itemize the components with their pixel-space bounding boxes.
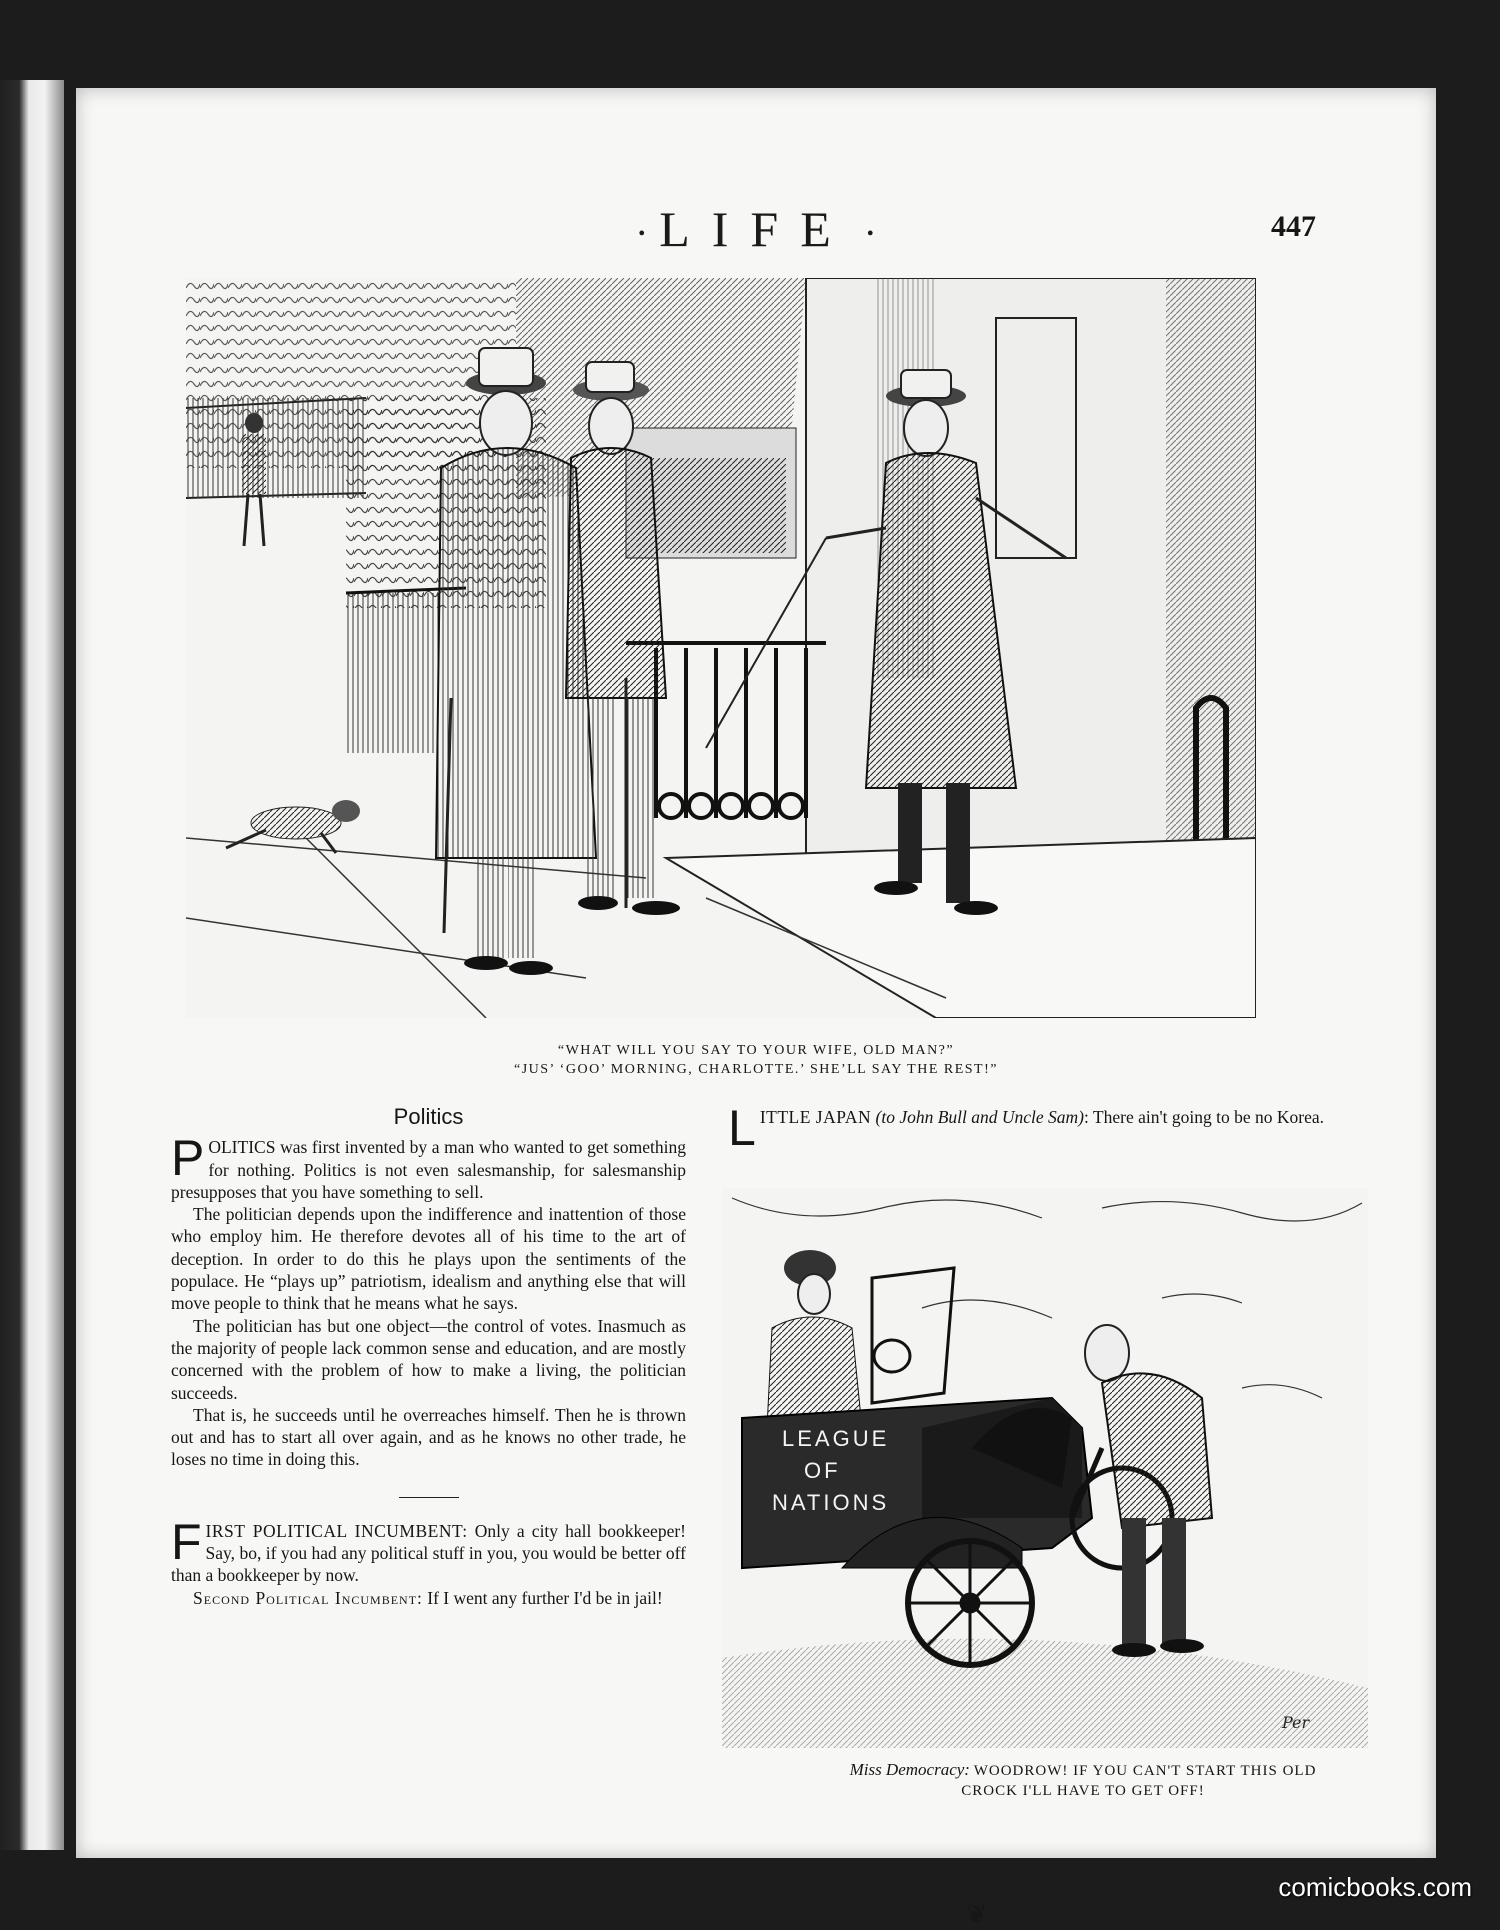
politics-dropcap: P (171, 1130, 205, 1187)
car-caption-line-1 (798, 1760, 1368, 1781)
first-incumbent-line (171, 1513, 686, 1587)
politics-paragraph-1-text: OLITICS was first invented by a man who wanted to get something for nothing. Politics is not even salesmanship, for salesmanship presupposes that you have something to sell. (171, 1137, 686, 1202)
incumbent-dropcap: F (171, 1513, 202, 1570)
car-label-line-2: OF (804, 1458, 841, 1483)
second-incumbent-text: If I went any further I'd be in jail! (427, 1587, 663, 1608)
masthead-dot-left: • (638, 223, 646, 246)
politics-paragraph-4: That is, he succeeds until he overreaches himself. Then he is thrown out and has to start all over again, and as he knows no other trade, he loses no time in doing this. (171, 1404, 686, 1470)
second-incumbent-speaker: Second Political Incumbent: (193, 1587, 423, 1608)
masthead (76, 200, 1436, 258)
car-caption-text-1: WOODROW! IF YOU CAN'T START THIS OLD (973, 1763, 1317, 1779)
politics-heading: Politics (393, 1104, 464, 1129)
car-caption-speaker: Miss Democracy: (849, 1760, 970, 1779)
politics-paragraph-3: The politician has but one object—the control of votes. Inasmuch as the majority of people lack common sense and education, and are mostly concerned with the problem of how to make a living, the politician succeeds. (171, 1315, 686, 1403)
street-scene-drawing (186, 278, 1256, 1018)
street-scene-illustration (186, 278, 1256, 1018)
top-caption-line-1: “WHAT WILL YOU SAY TO YOUR WIFE, OLD MAN?” (557, 1043, 955, 1058)
car-front-wheel (908, 1541, 1032, 1665)
politics-paragraph-1 (171, 1130, 686, 1203)
little-japan-speaker: ITTLE JAPAN (759, 1107, 872, 1127)
first-incumbent-text: Only a city hall bookkeeper! Say, bo, if you had any political stuff in you, you would be better off than a bookkeeper by now. (171, 1520, 686, 1586)
top-cartoon-caption (76, 1041, 1436, 1079)
svg-text:Per: Per (1282, 1713, 1310, 1732)
little-japan-block (728, 1100, 1328, 1156)
little-japan-stage-direction: (to John Bull and Uncle Sam) (875, 1107, 1084, 1127)
left-column (171, 1106, 686, 1609)
car-label-line-3: NATIONS (772, 1490, 890, 1515)
car-drawing (722, 1188, 1368, 1748)
scan-binding-edge (0, 80, 64, 1850)
page-footer-mark: ❦ (966, 1900, 988, 1929)
little-japan-dropcap: L (728, 1100, 756, 1156)
masthead-dot-right: • (866, 223, 874, 246)
page-number: 447 (1271, 210, 1316, 243)
top-caption-line-2: “JUS’ ‘GOO’ MORNING, CHARLOTTE.’ SHE’LL SAY THE REST!” (514, 1062, 998, 1077)
car-cartoon-caption (798, 1760, 1368, 1801)
first-incumbent-speaker: IRST POLITICAL INCUMBENT: (205, 1520, 468, 1541)
car-caption-line-2: CROCK I'LL HAVE TO GET OFF! (961, 1783, 1205, 1799)
second-incumbent-line (171, 1587, 686, 1609)
masthead-title: LIFE (659, 201, 853, 257)
politics-paragraph-2: The politician depends upon the indifference and inattention of those who employ him. He therefore devotes all of his time to the art of deception. In order to do this he plays upon the sentiments of the populace. He “plays up” patriotism, idealism and anything else that will move people to think that he means what he says. (171, 1204, 686, 1314)
little-japan-line (728, 1100, 1328, 1156)
league-of-nations-car-illustration (722, 1188, 1368, 1748)
car-label-line-1: LEAGUE (782, 1426, 890, 1451)
site-watermark: comicbooks.com (1278, 1872, 1472, 1902)
section-divider (399, 1497, 459, 1498)
little-japan-text: : There ain't going to be no Korea. (1084, 1107, 1324, 1127)
